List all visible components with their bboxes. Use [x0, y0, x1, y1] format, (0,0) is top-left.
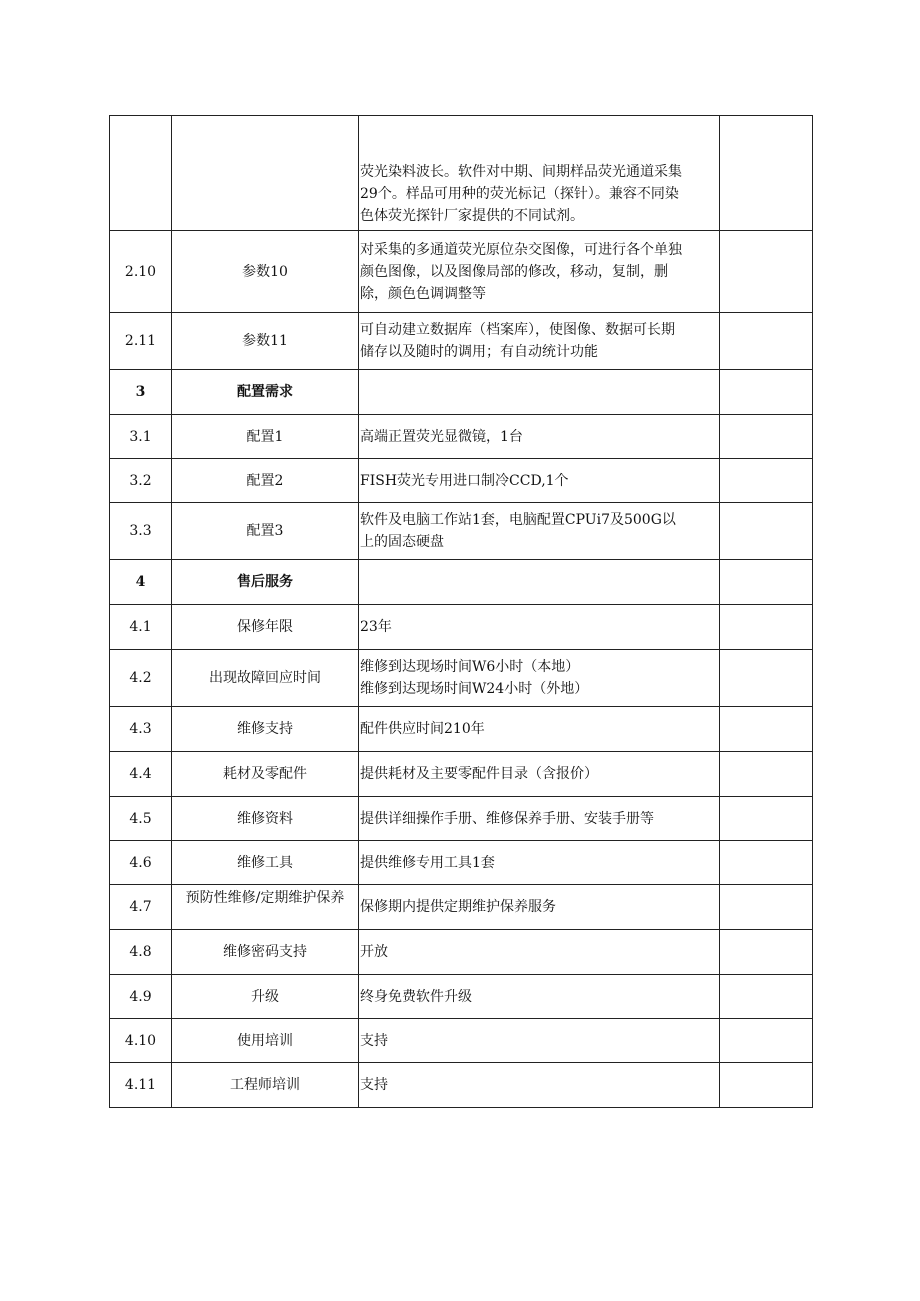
row-number: 4.10 — [110, 1019, 172, 1063]
row-parameter: 配置2 — [172, 459, 359, 503]
row-note — [720, 841, 813, 885]
row-parameter: 维修工具 — [172, 841, 359, 885]
section-title: 售后服务 — [172, 560, 359, 605]
desc-line: 上的固态硬盘 — [360, 534, 444, 550]
desc-line: 荧光染料波长。软件对中期、间期样品荧光通道采集 — [360, 164, 682, 180]
row-description — [359, 797, 720, 841]
desc-line: 对采集的多通道荧光原位杂交图像，可进行各个单独 — [360, 241, 682, 258]
table-row — [110, 503, 813, 560]
row-note — [720, 459, 813, 503]
row-note — [720, 560, 813, 605]
row-parameter: 耗材及零配件 — [172, 752, 359, 797]
desc-line: 色体荧光探针厂家提供的不同试剂。 — [360, 208, 584, 224]
row-parameter: 参数10 — [172, 231, 359, 313]
row-note — [720, 797, 813, 841]
row-parameter: 配置3 — [172, 503, 359, 560]
table-row — [110, 707, 813, 752]
row-note — [720, 370, 813, 415]
row-note — [720, 650, 813, 707]
desc-line: 维修到达现场时间W6小时（本地） — [360, 659, 580, 675]
row-description — [359, 1019, 720, 1063]
row-description — [359, 707, 720, 752]
row-number: 4.9 — [110, 975, 172, 1019]
row-note — [720, 707, 813, 752]
table-row — [110, 752, 813, 797]
row-note — [720, 116, 813, 231]
row-number: 4.5 — [110, 797, 172, 841]
table-row — [110, 313, 813, 370]
table-row — [110, 1019, 813, 1063]
row-description — [359, 370, 720, 415]
row-parameter: 预防性维修/定期维护保养 — [172, 885, 359, 930]
table-row — [110, 797, 813, 841]
desc-line: 开放 — [360, 944, 388, 960]
desc-line: FISH荧光专用进口制冷CCD,1个 — [360, 472, 569, 489]
row-parameter — [172, 116, 359, 231]
desc-line: 提供耗材及主要零配件目录（含报价） — [360, 766, 598, 782]
row-number — [110, 116, 172, 231]
row-description — [359, 116, 720, 231]
desc-line: 维修到达现场时间W24小时（外地） — [360, 681, 589, 697]
row-number: 3.2 — [110, 459, 172, 503]
table-row — [110, 650, 813, 707]
row-description — [359, 231, 720, 313]
row-description — [359, 503, 720, 560]
row-description — [359, 975, 720, 1019]
row-number: 4.3 — [110, 707, 172, 752]
section-number: 4 — [110, 560, 172, 605]
row-note — [720, 605, 813, 650]
row-note — [720, 313, 813, 370]
row-note — [720, 415, 813, 459]
table-row — [110, 930, 813, 975]
row-description — [359, 752, 720, 797]
desc-line: 配件供应时间210年 — [360, 721, 485, 737]
row-number: 4.2 — [110, 650, 172, 707]
desc-line: 终身免费软件升级 — [360, 988, 472, 1005]
row-parameter: 维修资料 — [172, 797, 359, 841]
row-parameter: 维修支持 — [172, 707, 359, 752]
desc-line: 支持 — [360, 1077, 388, 1093]
desc-line: 支持 — [360, 1032, 388, 1049]
table-row — [110, 459, 813, 503]
desc-line: 可自动建立数据库（档案库），使图像、数据可长期 — [360, 322, 675, 338]
row-note — [720, 752, 813, 797]
section-row — [110, 370, 813, 415]
desc-line: 高端正置荧光显微镜，1台 — [360, 428, 523, 445]
row-description — [359, 560, 720, 605]
row-number: 4.4 — [110, 752, 172, 797]
desc-line: 提供维修专用工具1套 — [360, 854, 495, 871]
desc-line: 软件及电脑工作站1套，电脑配置CPUi7及500G以 — [360, 512, 676, 528]
table-row — [110, 415, 813, 459]
row-number: 4.8 — [110, 930, 172, 975]
table-row — [110, 231, 813, 313]
desc-line: 除，颜色色调调整等 — [360, 285, 486, 302]
row-description — [359, 605, 720, 650]
table-row — [110, 1063, 813, 1108]
row-number: 4.6 — [110, 841, 172, 885]
row-note — [720, 1063, 813, 1108]
row-description — [359, 459, 720, 503]
row-parameter: 配置1 — [172, 415, 359, 459]
table-row — [110, 605, 813, 650]
row-note — [720, 231, 813, 313]
desc-line: 23年 — [360, 619, 392, 635]
desc-line: 保修期内提供定期维护保养服务 — [360, 899, 556, 915]
row-description — [359, 650, 720, 707]
table-row — [110, 885, 813, 930]
table-row — [110, 116, 813, 231]
row-parameter: 参数11 — [172, 313, 359, 370]
section-row — [110, 560, 813, 605]
row-description — [359, 841, 720, 885]
row-number: 4.1 — [110, 605, 172, 650]
row-note — [720, 503, 813, 560]
row-parameter: 使用培训 — [172, 1019, 359, 1063]
row-number: 4.11 — [110, 1063, 172, 1108]
row-description — [359, 415, 720, 459]
row-number: 3.3 — [110, 503, 172, 560]
row-description — [359, 930, 720, 975]
row-number: 3.1 — [110, 415, 172, 459]
desc-line: 29个。样品可用种的荧光标记（探针）。兼容不同染 — [360, 186, 679, 202]
row-parameter: 工程师培训 — [172, 1063, 359, 1108]
section-title: 配置需求 — [172, 370, 359, 415]
section-number: 3 — [110, 370, 172, 415]
desc-line: 储存以及随时的调用；有自动统计功能 — [360, 344, 598, 360]
row-description — [359, 313, 720, 370]
table-row — [110, 975, 813, 1019]
row-number: 4.7 — [110, 885, 172, 930]
desc-line: 颜色图像，以及图像局部的修改，移动，复制，删 — [360, 263, 668, 280]
row-parameter: 升级 — [172, 975, 359, 1019]
row-parameter: 维修密码支持 — [172, 930, 359, 975]
row-description — [359, 1063, 720, 1108]
row-description — [359, 885, 720, 930]
row-number: 2.11 — [110, 313, 172, 370]
desc-line: 提供详细操作手册、维修保养手册、安装手册等 — [360, 810, 654, 827]
row-note — [720, 1019, 813, 1063]
row-note — [720, 885, 813, 930]
row-parameter: 出现故障回应时间 — [172, 650, 359, 707]
spec-table — [109, 115, 813, 1108]
table-row — [110, 841, 813, 885]
row-parameter: 保修年限 — [172, 605, 359, 650]
row-note — [720, 975, 813, 1019]
row-number: 2.10 — [110, 231, 172, 313]
row-note — [720, 930, 813, 975]
